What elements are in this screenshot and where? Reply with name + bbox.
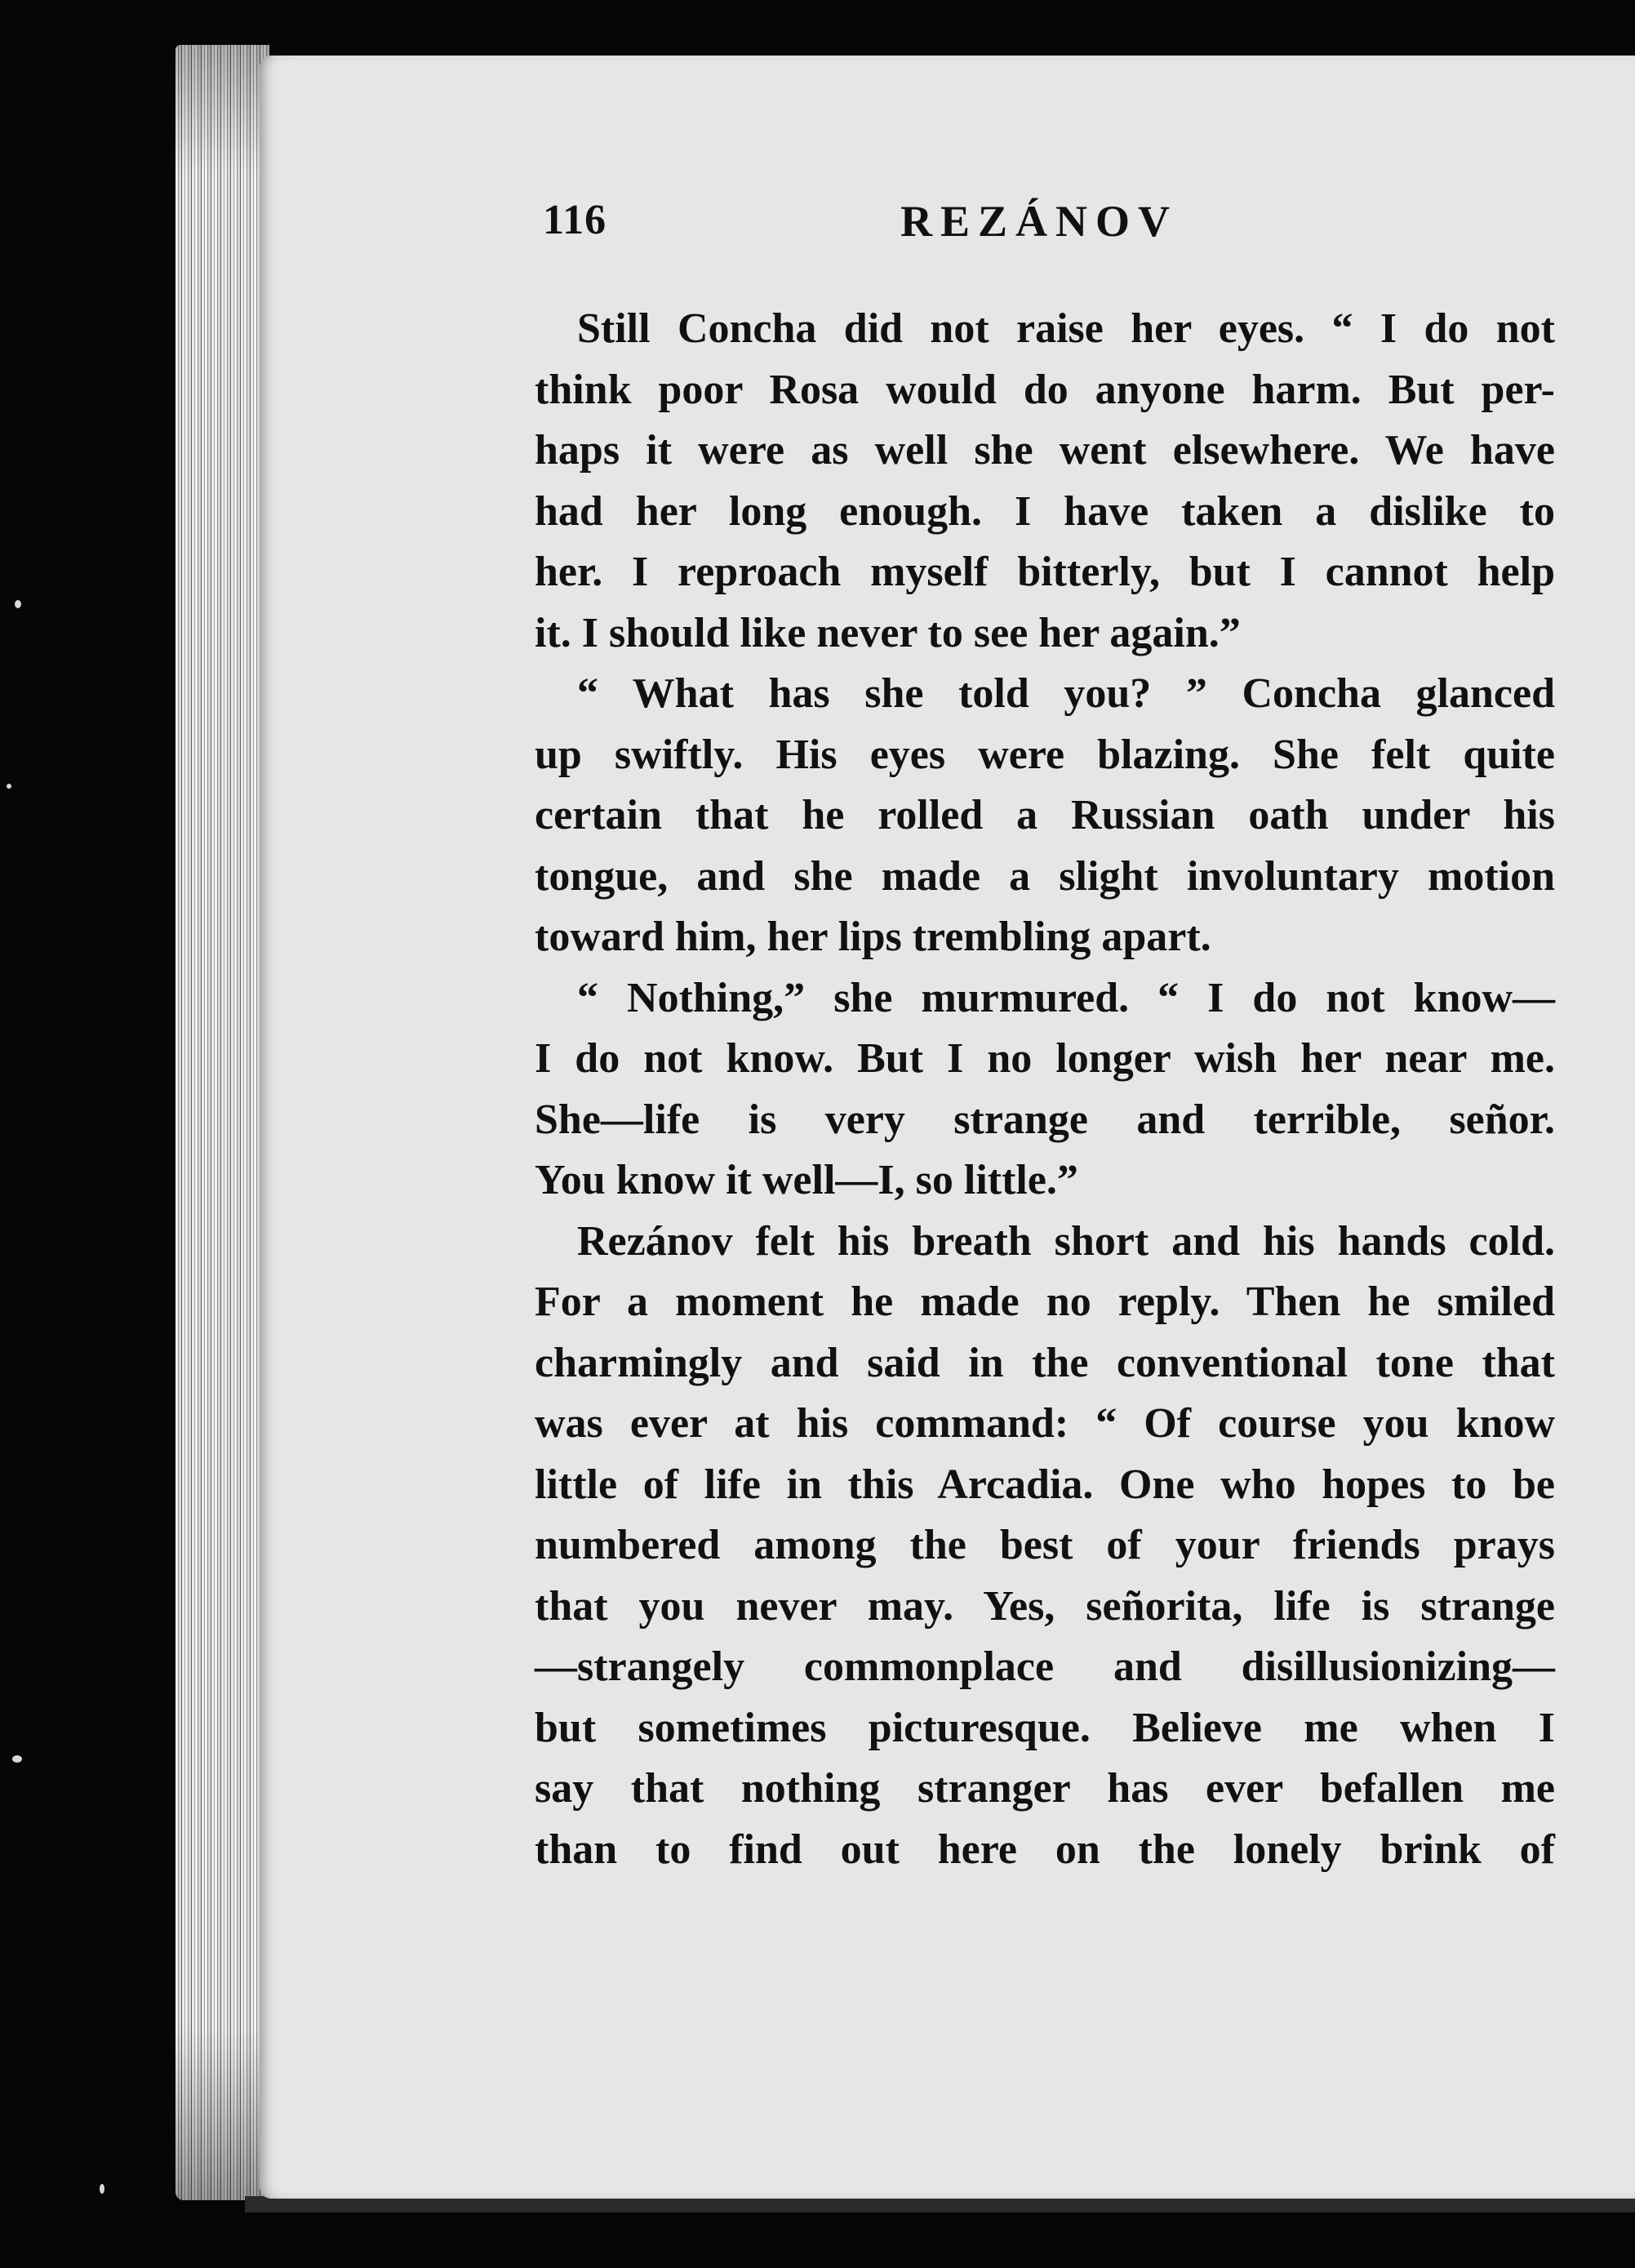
text-line: was ever at his command: “ Of course you know: [535, 1400, 1555, 1447]
text-line: than to find out here on the lonely brink of: [535, 1826, 1555, 1873]
text-line: haps it were as well she went elsewhere. We have: [535, 427, 1555, 474]
text-line: Still Concha did not raise her eyes. “ I do not: [577, 305, 1555, 352]
scan-speck: [7, 784, 11, 789]
text-line: it. I should like never to see her again.”: [535, 609, 1241, 656]
text-line: I do not know. But I no longer wish her near me.: [535, 1035, 1555, 1082]
text-line: say that nothing stranger has ever befallen me: [535, 1765, 1555, 1812]
text-line: her. I reproach myself bitterly, but I cannot help: [535, 549, 1555, 595]
text-line: think poor Rosa would do anyone harm. But per-: [535, 366, 1555, 413]
text-line: charmingly and said in the conventional tone that: [535, 1339, 1555, 1386]
book-page-edges: [175, 45, 269, 2200]
page-number: 116: [543, 197, 607, 243]
text-line: tongue, and she made a slight involuntary motion: [535, 852, 1555, 900]
text-line: “ Nothing,” she murmured. “ I do not know—: [577, 974, 1555, 1021]
text-line: numbered among the best of your friends prays: [535, 1522, 1555, 1568]
text-line: had her long enough. I have taken a dislike to: [535, 487, 1555, 535]
scan-speck: [12, 1755, 22, 1763]
text-line: Rezánov felt his breath short and his hands cold.: [577, 1217, 1555, 1265]
text-line: “ What has she told you? ” Concha glanced: [577, 670, 1555, 717]
page-body-text: [535, 299, 1555, 1880]
scan-speck: [15, 600, 21, 608]
page-header: [543, 196, 1212, 253]
text-line: You know it well—I, so little.”: [535, 1157, 1078, 1203]
text-line: up swiftly. His eyes were blazing. She felt quite: [535, 731, 1555, 778]
page-bottom-shadow: [245, 2196, 1635, 2212]
text-line: For a moment he made no reply. Then he smiled: [535, 1279, 1555, 1325]
text-line: certain that he rolled a Russian oath under his: [535, 792, 1555, 838]
text-line: —strangely commonplace and disillusionizing—: [535, 1643, 1555, 1690]
text-line: but sometimes picturesque. Believe me when I: [535, 1704, 1555, 1751]
running-title: REZÁNOV: [900, 197, 1179, 246]
text-line: She—life is very strange and terrible, señor.: [535, 1096, 1555, 1143]
text-line: toward him, her lips trembling apart.: [535, 914, 1211, 960]
text-line: little of life in this Arcadia. One who hopes to be: [535, 1461, 1555, 1508]
text-line: that you never may. Yes, señorita, life is strange: [535, 1582, 1555, 1630]
scan-speck: [100, 2184, 104, 2194]
